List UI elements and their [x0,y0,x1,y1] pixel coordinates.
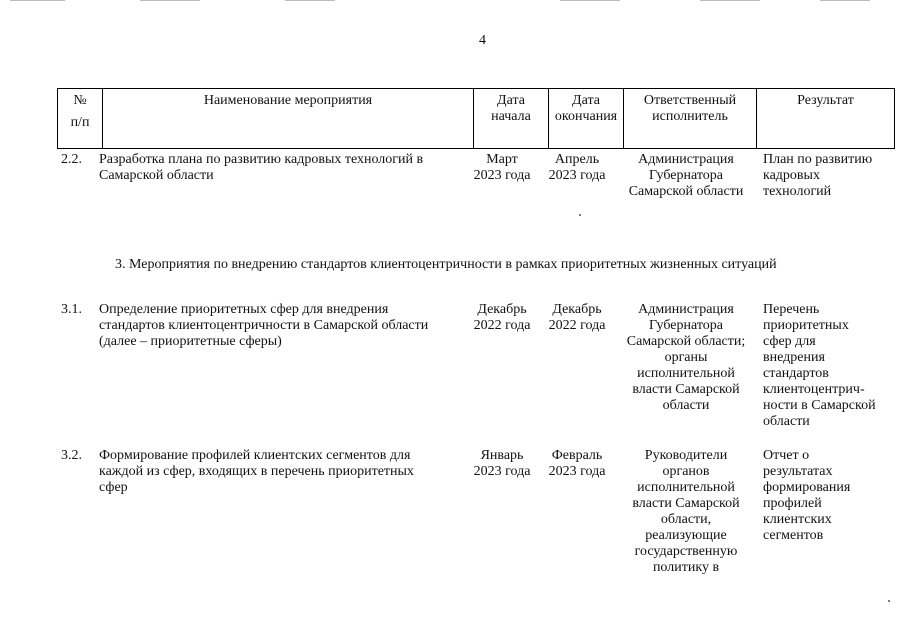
header-col-responsible: Ответственный исполнитель [624,89,757,149]
row-result: Отчет о результатах формирования профилей клиентских сегментов [763,448,851,543]
row-number: 3.1. [61,302,82,317]
header-col-number: № п/п [58,89,103,149]
row-responsible: Администрация Губернатора Самарской области; органы исполнительной власти Самарской области [626,302,746,413]
row-start-date: Декабрь 2022 года [473,302,531,333]
row-event-name: Разработка плана по развитию кадровых технологий в Самарской области [99,152,424,183]
table-header [57,88,895,149]
row-number: 3.2. [61,448,82,463]
section-title: 3. Мероприятия по внедрению стандартов клиентоцентричности в рамках приоритетных жизненных ситуаций [115,257,777,272]
page-number: 4 [479,33,486,48]
header-col-start-date: Дата начала [474,89,549,149]
row-start-date: Март 2023 года [473,152,531,183]
row-event-name: Формирование профилей клиентских сегментов для каждой из сфер, входящих в перечень приоритетных сфер [99,448,414,495]
row-number: 2.2. [61,152,82,167]
header-col-name: Наименование мероприятия [103,89,474,149]
row-start-date: Январь 2023 года [473,448,531,479]
row-end-date: Декабрь 2022 года [548,302,606,333]
row-responsible: Руководители органов исполнительной власти Самарской области, реализующие государственную политику в [632,448,740,575]
scan-speck [579,214,581,216]
row-responsible: Администрация Губернатора Самарской области [628,152,744,199]
header-col-end-date: Дата окончания [549,89,624,149]
row-event-name: Определение приоритетных сфер для внедрения стандартов клиентоцентричности в Самарской области (далее – приоритетные сферы) [99,302,429,349]
row-end-date: Февраль 2023 года [548,448,606,479]
scan-speck [888,600,890,602]
row-result: План по развитию кадровых технологий [763,152,873,199]
scan-edge-marks [0,0,905,4]
header-col-result: Результат [757,89,895,149]
row-result: Перечень приоритетных сфер для внедрения стандартов клиентоцентрич- ности в Самарской области [763,302,876,429]
row-end-date: Апрель 2023 года [548,152,606,183]
